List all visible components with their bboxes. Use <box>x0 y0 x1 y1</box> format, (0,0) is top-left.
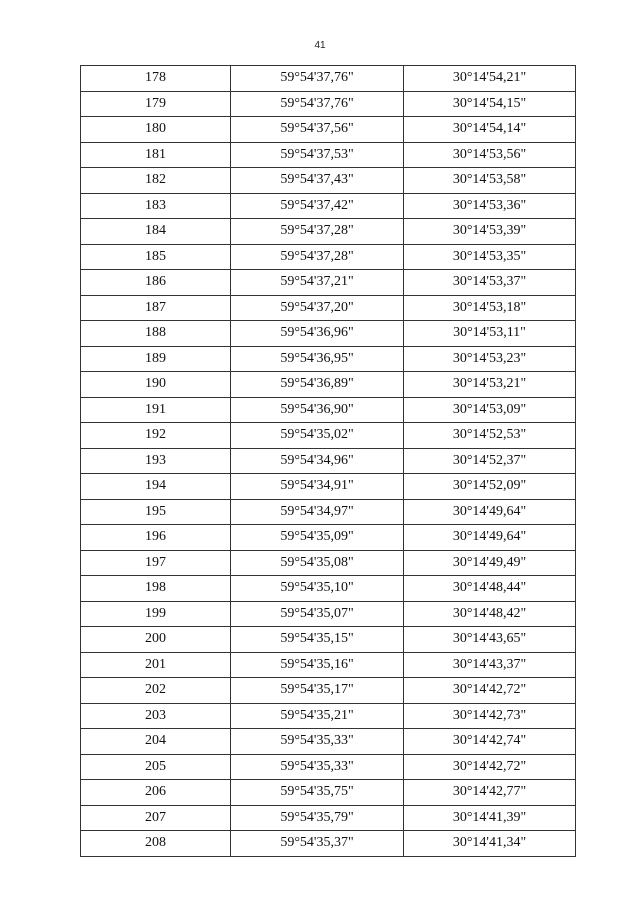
point-number-cell: 199 <box>81 601 231 627</box>
latitude-cell: 59°54'34,97" <box>231 499 404 525</box>
table-row <box>81 372 576 398</box>
longitude-cell: 30°14'53,39" <box>404 219 576 245</box>
point-number-cell: 202 <box>81 678 231 704</box>
point-number-cell: 183 <box>81 193 231 219</box>
point-number-cell: 192 <box>81 423 231 449</box>
longitude-cell: 30°14'54,14" <box>404 117 576 143</box>
latitude-cell: 59°54'37,20" <box>231 295 404 321</box>
latitude-cell: 59°54'36,90" <box>231 397 404 423</box>
longitude-cell: 30°14'42,74" <box>404 729 576 755</box>
latitude-cell: 59°54'34,91" <box>231 474 404 500</box>
longitude-cell: 30°14'42,77" <box>404 780 576 806</box>
point-number-cell: 201 <box>81 652 231 678</box>
longitude-cell: 30°14'53,23" <box>404 346 576 372</box>
coordinates-table-body <box>81 66 576 857</box>
table-row <box>81 346 576 372</box>
point-number-cell: 194 <box>81 474 231 500</box>
table-row <box>81 321 576 347</box>
table-row <box>81 627 576 653</box>
latitude-cell: 59°54'35,21" <box>231 703 404 729</box>
point-number-cell: 196 <box>81 525 231 551</box>
longitude-cell: 30°14'53,58" <box>404 168 576 194</box>
latitude-cell: 59°54'36,96" <box>231 321 404 347</box>
table-row <box>81 831 576 857</box>
table-row <box>81 193 576 219</box>
table-row <box>81 780 576 806</box>
point-number-cell: 193 <box>81 448 231 474</box>
latitude-cell: 59°54'36,89" <box>231 372 404 398</box>
latitude-cell: 59°54'35,37" <box>231 831 404 857</box>
latitude-cell: 59°54'34,96" <box>231 448 404 474</box>
latitude-cell: 59°54'37,76" <box>231 91 404 117</box>
table-row <box>81 754 576 780</box>
longitude-cell: 30°14'53,18" <box>404 295 576 321</box>
point-number-cell: 181 <box>81 142 231 168</box>
latitude-cell: 59°54'35,33" <box>231 754 404 780</box>
latitude-cell: 59°54'35,08" <box>231 550 404 576</box>
latitude-cell: 59°54'37,21" <box>231 270 404 296</box>
point-number-cell: 207 <box>81 805 231 831</box>
longitude-cell: 30°14'54,21" <box>404 66 576 92</box>
point-number-cell: 206 <box>81 780 231 806</box>
table-row <box>81 270 576 296</box>
longitude-cell: 30°14'41,39" <box>404 805 576 831</box>
longitude-cell: 30°14'48,42" <box>404 601 576 627</box>
latitude-cell: 59°54'35,10" <box>231 576 404 602</box>
table-row <box>81 601 576 627</box>
table-row <box>81 550 576 576</box>
longitude-cell: 30°14'53,35" <box>404 244 576 270</box>
longitude-cell: 30°14'42,72" <box>404 678 576 704</box>
longitude-cell: 30°14'53,37" <box>404 270 576 296</box>
point-number-cell: 189 <box>81 346 231 372</box>
point-number-cell: 188 <box>81 321 231 347</box>
table-row <box>81 805 576 831</box>
latitude-cell: 59°54'35,07" <box>231 601 404 627</box>
latitude-cell: 59°54'37,42" <box>231 193 404 219</box>
longitude-cell: 30°14'52,53" <box>404 423 576 449</box>
table-row <box>81 295 576 321</box>
table-row <box>81 576 576 602</box>
point-number-cell: 191 <box>81 397 231 423</box>
table-row <box>81 91 576 117</box>
table-row <box>81 244 576 270</box>
longitude-cell: 30°14'53,11" <box>404 321 576 347</box>
table-row <box>81 142 576 168</box>
point-number-cell: 197 <box>81 550 231 576</box>
point-number-cell: 200 <box>81 627 231 653</box>
page-number: 41 <box>314 40 326 51</box>
latitude-cell: 59°54'35,33" <box>231 729 404 755</box>
point-number-cell: 182 <box>81 168 231 194</box>
coordinates-table <box>80 65 576 857</box>
point-number-cell: 180 <box>81 117 231 143</box>
longitude-cell: 30°14'42,72" <box>404 754 576 780</box>
point-number-cell: 195 <box>81 499 231 525</box>
latitude-cell: 59°54'35,79" <box>231 805 404 831</box>
point-number-cell: 198 <box>81 576 231 602</box>
point-number-cell: 190 <box>81 372 231 398</box>
table-row <box>81 219 576 245</box>
point-number-cell: 204 <box>81 729 231 755</box>
latitude-cell: 59°54'35,75" <box>231 780 404 806</box>
table-row <box>81 168 576 194</box>
table-row <box>81 525 576 551</box>
point-number-cell: 185 <box>81 244 231 270</box>
point-number-cell: 208 <box>81 831 231 857</box>
table-row <box>81 652 576 678</box>
latitude-cell: 59°54'35,15" <box>231 627 404 653</box>
table-row <box>81 703 576 729</box>
table-row <box>81 499 576 525</box>
table-row <box>81 117 576 143</box>
latitude-cell: 59°54'37,56" <box>231 117 404 143</box>
point-number-cell: 178 <box>81 66 231 92</box>
longitude-cell: 30°14'53,56" <box>404 142 576 168</box>
table-row <box>81 678 576 704</box>
point-number-cell: 184 <box>81 219 231 245</box>
longitude-cell: 30°14'54,15" <box>404 91 576 117</box>
point-number-cell: 205 <box>81 754 231 780</box>
longitude-cell: 30°14'48,44" <box>404 576 576 602</box>
point-number-cell: 203 <box>81 703 231 729</box>
point-number-cell: 187 <box>81 295 231 321</box>
point-number-cell: 186 <box>81 270 231 296</box>
longitude-cell: 30°14'52,09" <box>404 474 576 500</box>
table-row <box>81 448 576 474</box>
longitude-cell: 30°14'43,37" <box>404 652 576 678</box>
latitude-cell: 59°54'37,28" <box>231 244 404 270</box>
latitude-cell: 59°54'35,09" <box>231 525 404 551</box>
latitude-cell: 59°54'37,76" <box>231 66 404 92</box>
latitude-cell: 59°54'35,16" <box>231 652 404 678</box>
latitude-cell: 59°54'35,02" <box>231 423 404 449</box>
latitude-cell: 59°54'36,95" <box>231 346 404 372</box>
latitude-cell: 59°54'37,53" <box>231 142 404 168</box>
longitude-cell: 30°14'42,73" <box>404 703 576 729</box>
longitude-cell: 30°14'41,34" <box>404 831 576 857</box>
latitude-cell: 59°54'37,43" <box>231 168 404 194</box>
table-row <box>81 474 576 500</box>
longitude-cell: 30°14'52,37" <box>404 448 576 474</box>
point-number-cell: 179 <box>81 91 231 117</box>
table-row <box>81 397 576 423</box>
longitude-cell: 30°14'53,36" <box>404 193 576 219</box>
longitude-cell: 30°14'43,65" <box>404 627 576 653</box>
longitude-cell: 30°14'49,64" <box>404 499 576 525</box>
longitude-cell: 30°14'53,21" <box>404 372 576 398</box>
table-row <box>81 729 576 755</box>
table-row <box>81 423 576 449</box>
latitude-cell: 59°54'35,17" <box>231 678 404 704</box>
table-row <box>81 66 576 92</box>
longitude-cell: 30°14'53,09" <box>404 397 576 423</box>
latitude-cell: 59°54'37,28" <box>231 219 404 245</box>
longitude-cell: 30°14'49,64" <box>404 525 576 551</box>
longitude-cell: 30°14'49,49" <box>404 550 576 576</box>
